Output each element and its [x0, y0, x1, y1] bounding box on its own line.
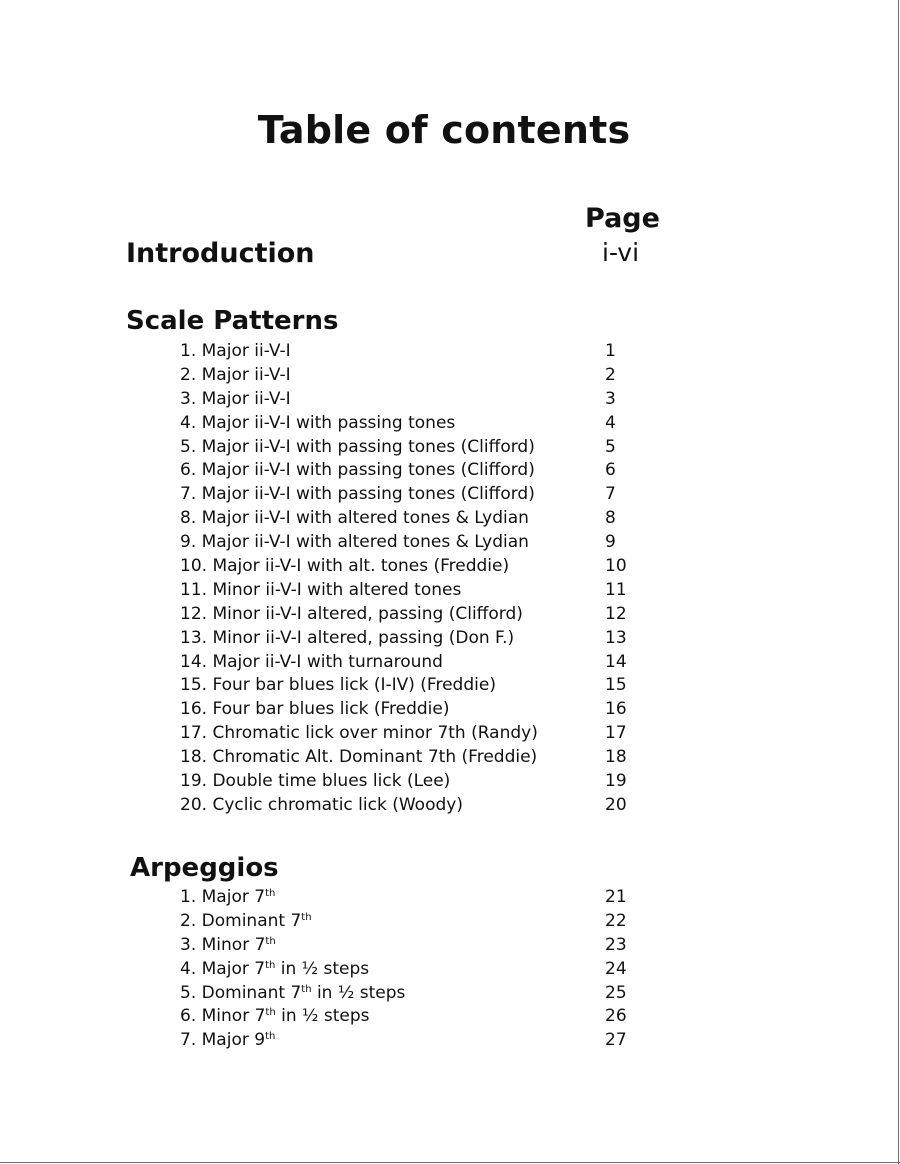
- toc-entry-page: 8: [605, 508, 616, 529]
- toc-entry-text: Major ii-V-I: [201, 364, 291, 385]
- toc-entry-page: 15: [605, 675, 627, 696]
- toc-entry-page: 12: [605, 603, 627, 624]
- toc-entry-label: [180, 651, 443, 675]
- toc-entry-page: 21: [605, 887, 627, 907]
- toc-entry-label: [180, 436, 535, 460]
- toc-entry-number: 4.: [180, 412, 197, 433]
- toc-entry-text: Minor ii-V-I altered, passing (Don F.): [212, 627, 515, 648]
- toc-entry-label: [180, 340, 291, 364]
- toc-entry: [180, 627, 640, 651]
- toc-entry-label: [180, 746, 537, 770]
- toc-entry: [180, 507, 640, 531]
- toc-entry-number: 12.: [180, 603, 208, 624]
- page-title: Table of contents: [257, 108, 631, 152]
- toc-entry-superscript: th: [265, 1031, 276, 1043]
- toc-entry-text: Minor ii-V-I altered, passing (Clifford): [212, 603, 523, 624]
- toc-entry-superscript: th: [301, 911, 312, 923]
- toc-entry-page: 13: [605, 627, 627, 648]
- toc-entry-number: 6.: [180, 1006, 197, 1027]
- toc-entry-label: [180, 388, 291, 412]
- toc-entry-page: 25: [605, 982, 627, 1003]
- toc-entry: [180, 459, 640, 483]
- toc-entry-page: 5: [605, 436, 616, 457]
- toc-entry-text: Major ii-V-I: [201, 341, 291, 361]
- toc-entry-number: 7.: [180, 484, 197, 505]
- toc-entry-label: [180, 674, 496, 698]
- toc-entry-label: [180, 910, 312, 934]
- toc-entry-number: 14.: [180, 651, 208, 672]
- toc-entry-number: 4.: [180, 958, 197, 979]
- toc-entry-label: [180, 982, 405, 1006]
- toc-entry-superscript: th: [265, 959, 276, 971]
- toc-entry-text: Major 7: [201, 958, 266, 979]
- toc-entry-page: 1: [605, 341, 616, 361]
- introduction-title: Introduction: [126, 238, 315, 269]
- toc-entry-page: 4: [605, 412, 616, 433]
- toc-entry: [180, 770, 640, 794]
- toc-entry-label: [180, 1005, 370, 1029]
- toc-entry-text: Double time blues lick (Lee): [212, 771, 451, 792]
- toc-entry-superscript: th: [301, 983, 312, 995]
- toc-entry-page: 2: [605, 364, 616, 385]
- toc-entry-number: 2.: [180, 364, 197, 385]
- toc-entry-superscript: th: [265, 888, 276, 899]
- toc-entry-number: 15.: [180, 675, 208, 696]
- toc-entry-text: Minor 7: [201, 1006, 266, 1027]
- toc-entry: [180, 651, 640, 675]
- toc-entry-number: 6.: [180, 460, 197, 481]
- toc-entry-number: 5.: [180, 436, 197, 457]
- toc-entry-label: [180, 603, 523, 627]
- toc-entry: [180, 934, 640, 958]
- toc-entry-number: 9.: [180, 532, 197, 553]
- toc-entry-label: [180, 507, 529, 531]
- toc-entry-text: Major 7: [201, 887, 266, 907]
- toc-entry-label: [180, 483, 535, 507]
- toc-entry: [180, 674, 640, 698]
- toc-entry-label: [180, 1029, 275, 1053]
- toc-entry-number: 16.: [180, 699, 208, 720]
- toc-entry-label: [180, 886, 275, 910]
- toc-entry-text: Chromatic Alt. Dominant 7th (Freddie): [212, 747, 538, 768]
- toc-entry-number: 20.: [180, 794, 208, 815]
- toc-entry: [180, 722, 640, 746]
- toc-entry: [180, 555, 640, 579]
- toc-entry-page: 11: [605, 579, 627, 600]
- toc-entry-page: 19: [605, 771, 627, 792]
- toc-entry-text: Major ii-V-I with alt. tones (Freddie): [212, 556, 510, 577]
- toc-entry-number: 13.: [180, 627, 208, 648]
- toc-entry: [180, 340, 640, 364]
- toc-entry: [180, 698, 640, 722]
- toc-entry-text: Chromatic lick over minor 7th (Randy): [212, 723, 538, 744]
- toc-entry: [180, 388, 640, 412]
- toc-entry-page: 23: [605, 934, 627, 955]
- section-title-scale-patterns: Scale Patterns: [126, 306, 339, 336]
- toc-entry: [180, 531, 640, 555]
- toc-entry-page: 16: [605, 699, 627, 720]
- page-edge-right: [898, 0, 899, 1164]
- toc-entry-text: Major ii-V-I with altered tones & Lydian: [201, 508, 529, 529]
- toc-entry-label: [180, 958, 369, 982]
- toc-entry-label: [180, 698, 450, 722]
- introduction-page: i-vi: [602, 238, 640, 267]
- toc-entry-page: 6: [605, 460, 616, 481]
- toc-entry-superscript: th: [265, 1007, 276, 1019]
- section-title-arpeggios: Arpeggios: [130, 853, 279, 883]
- toc-entry-label: [180, 531, 529, 555]
- page-edge-bottom: [0, 1162, 900, 1163]
- toc-entry-page: 17: [605, 723, 627, 744]
- toc-entry-page: 20: [605, 794, 627, 815]
- toc-entry-text: Minor 7: [201, 934, 266, 955]
- toc-entry-label: [180, 770, 450, 794]
- toc-entry-text: Cyclic chromatic lick (Woody): [212, 794, 463, 815]
- toc-entry: [180, 746, 640, 770]
- toc-entry: [180, 412, 640, 436]
- toc-entry: [180, 910, 640, 934]
- scale-patterns-list: [180, 340, 640, 818]
- toc-entry-label: [180, 794, 463, 818]
- toc-entry-label: [180, 364, 291, 388]
- toc-entry-suffix: in ½ steps: [311, 982, 406, 1003]
- toc-entry-text: Minor ii-V-I with altered tones: [212, 579, 462, 600]
- toc-entry-number: 5.: [180, 982, 197, 1003]
- toc-entry: [180, 364, 640, 388]
- toc-entry: [180, 1029, 640, 1053]
- toc-entry-label: [180, 934, 276, 958]
- toc-entry-page: 18: [605, 747, 627, 768]
- toc-entry-text: Dominant 7: [201, 910, 302, 931]
- arpeggios-list: [180, 886, 640, 1053]
- toc-entry: [180, 579, 640, 603]
- toc-entry-text: Major ii-V-I with turnaround: [212, 651, 443, 672]
- toc-entry-number: 8.: [180, 508, 197, 529]
- toc-entry-page: 3: [605, 388, 616, 409]
- toc-entry-label: [180, 459, 535, 483]
- toc-entry-text: Major ii-V-I: [201, 388, 291, 409]
- toc-entry-page: 26: [605, 1006, 627, 1027]
- toc-entry-text: Four bar blues lick (I-IV) (Freddie): [212, 675, 496, 696]
- toc-entry-text: Major ii-V-I with passing tones (Clifford): [201, 460, 535, 481]
- toc-entry-number: 3.: [180, 934, 197, 955]
- toc-entry-number: 3.: [180, 388, 197, 409]
- toc-entry: [180, 603, 640, 627]
- toc-entry-label: [180, 579, 461, 603]
- toc-entry-label: [180, 722, 538, 746]
- toc-entry-page: 7: [605, 484, 616, 505]
- toc-entry: [180, 794, 640, 818]
- toc-entry-text: Major ii-V-I with passing tones (Clifford): [201, 436, 535, 457]
- toc-entry-text: Major ii-V-I with passing tones (Clifford): [201, 484, 535, 505]
- toc-entry: [180, 1005, 640, 1029]
- toc-entry-suffix: in ½ steps: [275, 1006, 370, 1027]
- toc-entry-page: 10: [605, 556, 627, 577]
- toc-entry-text: Four bar blues lick (Freddie): [212, 699, 450, 720]
- toc-entry-label: [180, 627, 514, 651]
- toc-entry-page: 27: [605, 1030, 627, 1051]
- toc-entry: [180, 886, 640, 910]
- toc-entry-number: 7.: [180, 1030, 197, 1051]
- toc-entry-text: Major ii-V-I with passing tones: [201, 412, 456, 433]
- toc-entry: [180, 958, 640, 982]
- toc-entry-label: [180, 412, 455, 436]
- page-column-header: Page: [585, 203, 660, 234]
- toc-entry-text: Major ii-V-I with altered tones & Lydian: [201, 532, 529, 553]
- toc-entry-page: 22: [605, 910, 627, 931]
- toc-entry-suffix: in ½ steps: [275, 958, 370, 979]
- toc-entry-text: Major 9: [201, 1030, 266, 1051]
- toc-entry-superscript: th: [265, 935, 276, 947]
- toc-entry-number: 2.: [180, 910, 197, 931]
- toc-entry: [180, 982, 640, 1006]
- toc-entry-page: 14: [605, 651, 627, 672]
- toc-entry-number: 18.: [180, 747, 208, 768]
- toc-entry-page: 9: [605, 532, 616, 553]
- toc-entry-page: 24: [605, 958, 627, 979]
- toc-entry: [180, 436, 640, 460]
- toc-entry-number: 10.: [180, 556, 208, 577]
- toc-entry-number: 19.: [180, 771, 208, 792]
- toc-entry-number: 1.: [180, 341, 197, 361]
- toc-entry-number: 11.: [180, 579, 208, 600]
- toc-entry-number: 17.: [180, 723, 208, 744]
- toc-entry: [180, 483, 640, 507]
- toc-entry-number: 1.: [180, 887, 197, 907]
- toc-entry-text: Dominant 7: [201, 982, 302, 1003]
- toc-entry-label: [180, 555, 509, 579]
